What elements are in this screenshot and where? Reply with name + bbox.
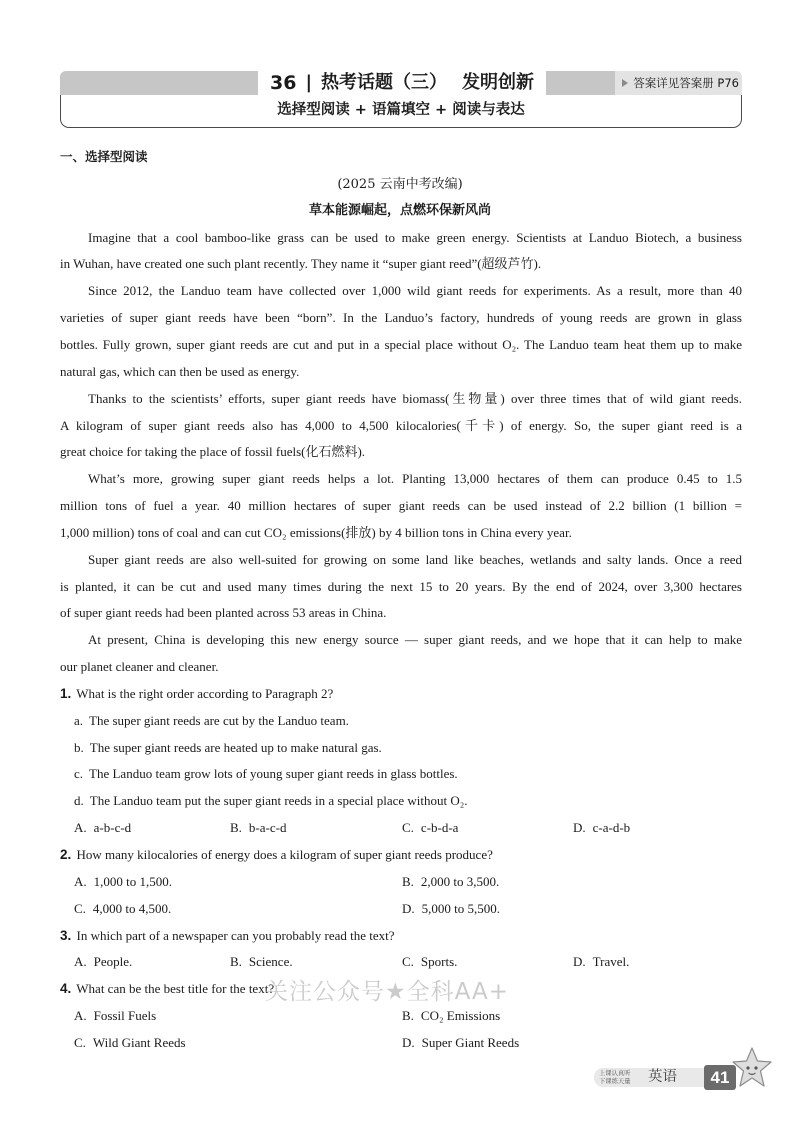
option-label: C.: [74, 1034, 86, 1050]
watermark-text: 关注公众号★全科AA+: [265, 979, 509, 1005]
question-text: How many kilocalories of energy does a kilogram of super giant reeds produce?: [76, 847, 493, 862]
section-title: 一、选择型阅读: [60, 149, 148, 164]
slogan-line: 上课认真听: [599, 1070, 631, 1077]
reading-content: [60, 225, 742, 1057]
passage-line: our planet cleaner and cleaner.: [60, 659, 219, 675]
unit-title: [258, 71, 546, 95]
header-bar-left: [60, 71, 258, 95]
passage-line: Since 2012, the Landuo team have collected over 1,000 wild giant reeds for experiments. As a result, more than 40: [88, 283, 742, 299]
option-text: b-a-c-d: [248, 820, 287, 836]
slogan-line: 下课练天量: [599, 1077, 631, 1085]
option-b: [402, 1003, 500, 1030]
unit-separator: |: [305, 72, 313, 93]
star-mascot-icon: [731, 1046, 773, 1092]
unit-subtitle: 选择型阅读 + 语篇填空 + 阅读与表达: [60, 95, 742, 128]
option-text: 4,000 to 4,500.: [92, 900, 172, 916]
statement: [60, 735, 742, 762]
statement: [60, 708, 742, 735]
passage-line: of super giant reeds had been planted across 53 areas in China.: [60, 605, 387, 621]
option-text: 1,000 to 1,500.: [93, 873, 173, 889]
answer-options: [60, 869, 742, 896]
passage-line: million tons of fuel a year. 40 million hectares of super giant reeds can be used instead of 2.2 billion (1 billion =: [60, 498, 742, 514]
option-c: [74, 1030, 186, 1057]
option-text: a-b-c-d: [93, 820, 132, 836]
passage-line: varieties of super giant reeds have been “born”. In the Landuo’s factory, hundreds of young reeds are grown in glass: [60, 310, 742, 326]
statement-label: a.: [74, 712, 84, 728]
page-number: 41: [704, 1065, 736, 1090]
paragraph: [60, 278, 742, 385]
option-text: Wild Giant Reeds: [92, 1034, 186, 1050]
option-label: B.: [402, 873, 414, 889]
option-label: D.: [402, 900, 415, 916]
option-text: c-a-d-b: [592, 820, 631, 836]
passage-line: 1,000 million) tons of coal and can cut CO₂ emissions(排放) by 4 billion tons in China every year.: [60, 524, 572, 540]
statement-text: The super giant reeds are cut by the Landuo team.: [89, 712, 349, 728]
option-text: Travel.: [592, 954, 630, 970]
statement: [60, 761, 742, 788]
question-stem: [60, 681, 742, 708]
statement: [60, 788, 742, 815]
question-stem: [60, 842, 742, 869]
statement-text: The super giant reeds are heated up to make natural gas.: [89, 739, 382, 755]
option-a: [74, 1003, 156, 1030]
option-d: [402, 1030, 519, 1057]
option-text: 5,000 to 5,500.: [421, 900, 501, 916]
question-number: 2.: [60, 847, 72, 862]
option-text: c-b-d-a: [420, 820, 459, 836]
unit-theme: 发明创新: [462, 72, 535, 93]
question-stem: [60, 976, 742, 1003]
statement-text: The Landuo team grow lots of young super giant reeds in glass bottles.: [89, 766, 458, 782]
option-label: D.: [402, 1034, 415, 1050]
paragraph: [60, 225, 742, 279]
passage-line: bottles. Fully grown, super giant reeds are cut and put in a special place without O₂. The Landuo team heat them up to make: [60, 336, 742, 352]
option-c: [402, 815, 458, 842]
option-label: B.: [230, 954, 242, 970]
option-b: [230, 949, 293, 976]
option-a: [74, 815, 131, 842]
unit-topic: 热考话题（三）: [321, 72, 448, 93]
unit-header-bar: [60, 71, 742, 95]
option-label: D.: [573, 820, 586, 836]
question-2: [60, 842, 742, 923]
question-text: In which part of a newspaper can you probably read the text?: [76, 927, 395, 943]
option-text: Super Giant Reeds: [421, 1034, 520, 1050]
option-text: CO₂ Emissions: [420, 1008, 501, 1024]
option-label: A.: [74, 954, 87, 970]
option-label: B.: [230, 820, 242, 836]
paragraph: [60, 386, 742, 467]
option-label: C.: [402, 954, 414, 970]
passage-title: 草本能源崛起，点燃环保新风尚: [308, 203, 491, 218]
question-4: [60, 976, 742, 1057]
option-label: C.: [402, 820, 414, 836]
option-text: 2,000 to 3,500.: [420, 873, 500, 889]
question-3: [60, 923, 742, 977]
option-b: [230, 815, 286, 842]
unit-number: 36: [269, 72, 297, 94]
question-text: What is the right order according to Paragraph 2?: [76, 685, 334, 701]
option-text: Fossil Fuels: [93, 1008, 157, 1024]
option-c: [402, 949, 457, 976]
question-number: 1.: [60, 685, 72, 701]
question-number: 4.: [60, 981, 72, 997]
option-d: [402, 896, 500, 923]
passage-line: natural gas, which can then be used as energy.: [60, 363, 300, 379]
answer-options: [60, 949, 742, 976]
passage-line: A kilogram of super giant reeds also has 4,000 to 4,500 kilocalories(千卡) of energy. So, the super giant reed is a: [60, 417, 742, 433]
option-a: [74, 869, 172, 896]
passage-source: (2025 云南中考改编): [337, 177, 463, 192]
option-label: D.: [573, 954, 586, 970]
passage-line: At present, China is developing this new energy source — super giant reeds, and we hope that it can help to make: [88, 632, 742, 648]
footer-slogan: [599, 1070, 630, 1085]
option-label: A.: [74, 820, 87, 836]
statement-label: c.: [74, 766, 84, 782]
paragraph: [60, 627, 742, 681]
option-d: [573, 815, 630, 842]
statement-text: The Landuo team put the super giant reeds in a special place without O₂.: [89, 793, 468, 809]
passage-line: great choice for taking the place of fossil fuels(化石燃料).: [60, 444, 366, 460]
passage-line: Thanks to the scientists’ efforts, super giant reeds have biomass(生物量) over three times that of wild giant reeds.: [88, 390, 742, 406]
option-c: [74, 896, 171, 923]
option-label: A.: [74, 1008, 87, 1024]
question-text: What can be the best title for the text?: [76, 981, 275, 997]
passage-line: What’s more, growing super giant reeds helps a lot. Planting 13,000 hectares of them can produce 0.45 to 1.5: [88, 471, 742, 487]
answer-reference-tab: [615, 71, 742, 95]
paragraph: [60, 547, 742, 628]
question-1: [60, 681, 742, 842]
option-label: C.: [74, 900, 86, 916]
statement-label: d.: [74, 793, 84, 809]
question-stem: [60, 923, 742, 950]
statement-label: b.: [74, 739, 84, 755]
answer-options: [60, 815, 742, 842]
option-text: Science.: [248, 954, 293, 970]
option-text: People.: [93, 954, 133, 970]
triangle-right-icon: [622, 79, 628, 87]
answer-options: [60, 896, 742, 923]
option-d: [573, 949, 629, 976]
option-text: Sports.: [420, 954, 458, 970]
option-b: [402, 869, 499, 896]
passage-line: Imagine that a cool bamboo-like grass can be used to make green energy. Scientists at Landuo Biotech, a business: [88, 229, 742, 245]
option-a: [74, 949, 132, 976]
passage-line: in Wuhan, have created one such plant recently. They name it “super giant reed”(超级芦竹).: [60, 256, 542, 272]
answer-options: [60, 1003, 742, 1030]
header-bar-middle: [546, 71, 615, 95]
option-label: B.: [402, 1008, 414, 1024]
passage-line: Super giant reeds are also well-suited for growing on some land like beaches, wetlands and salty lands. Once a reed: [88, 551, 742, 567]
answer-reference-text: 答案详见答案册 P76: [633, 76, 739, 90]
subject-label: 英语: [648, 1069, 677, 1085]
passage-line: is planted, it can be cut and used many times during the next 15 to 20 years. By the end of 2024, over 3,300 hectares: [60, 578, 742, 594]
option-label: A.: [74, 873, 87, 889]
answer-options: [60, 1030, 742, 1057]
question-number: 3.: [60, 927, 72, 943]
paragraph: [60, 466, 742, 547]
